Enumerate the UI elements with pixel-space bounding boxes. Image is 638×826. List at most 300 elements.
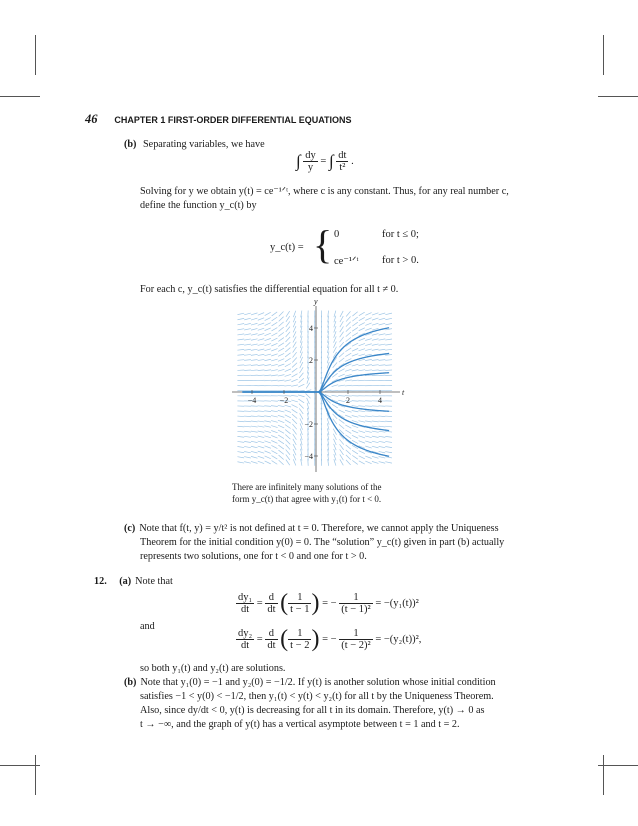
slope-segment	[264, 436, 271, 438]
slope-segment	[264, 338, 270, 340]
slope-segment	[251, 411, 258, 412]
slope-segment	[278, 430, 284, 433]
slope-segment	[265, 456, 271, 459]
slope-segment	[365, 365, 372, 366]
y2-op-den: dt	[267, 640, 276, 651]
y1-rhs-den: (t − 1)²	[341, 604, 371, 615]
slope-segment	[265, 312, 271, 315]
slope-segment	[379, 462, 386, 464]
slope-segment	[244, 329, 251, 330]
slope-segment	[292, 352, 296, 357]
slope-segment	[359, 317, 365, 320]
case1-value: 0	[334, 229, 340, 240]
slope-segment	[379, 416, 386, 417]
slope-segment	[258, 451, 264, 453]
slope-segment	[358, 380, 365, 381]
slope-segment	[285, 405, 292, 407]
slope-segment	[264, 411, 271, 412]
slope-segment	[359, 456, 365, 459]
y1-inner	[288, 592, 311, 615]
slope-segment	[379, 436, 386, 437]
slope-segment	[251, 446, 258, 448]
slope-segment	[385, 452, 392, 453]
slope-segment	[339, 424, 344, 428]
crop-mark	[603, 755, 604, 795]
page-number: 46	[85, 112, 98, 126]
slope-segment	[286, 445, 291, 450]
slope-segment	[298, 384, 304, 387]
slope-segment	[244, 446, 251, 447]
slope-field	[237, 311, 392, 466]
slope-segment	[385, 436, 392, 437]
slope-segment	[264, 349, 271, 351]
slope-segment	[265, 461, 271, 464]
slope-segment	[293, 434, 297, 440]
slope-segment	[272, 461, 278, 465]
slope-segment	[291, 385, 298, 386]
y-tick-label: −4	[304, 452, 313, 461]
slope-segment	[279, 317, 284, 322]
slope-segment	[237, 462, 244, 463]
slope-segment	[345, 410, 352, 412]
slope-segment	[237, 318, 244, 319]
slope-segment	[271, 349, 277, 351]
slope-segment	[264, 370, 271, 371]
slope-segment	[237, 421, 244, 422]
p12-part-b-line-4: t → −∞, and the graph of y(t) has a vertical asymptote between t = 1 and t = 2.	[140, 719, 460, 730]
slope-segment	[346, 460, 351, 465]
slope-segment	[244, 323, 251, 325]
slope-segment	[264, 441, 270, 443]
slope-segment	[285, 420, 291, 423]
case1-condition: for t ≤ 0;	[382, 229, 419, 240]
y1-in-den: t − 1	[290, 604, 310, 615]
slope-segment	[385, 323, 392, 324]
y2-rhs	[339, 628, 372, 651]
slope-segment	[352, 380, 359, 381]
slope-segment	[379, 426, 386, 427]
slope-segment	[292, 409, 298, 413]
slope-segment	[251, 431, 258, 432]
slope-segment	[271, 380, 278, 381]
separation-equation: ∫ $\frac{dy}{y}$ = ∫ $\frac{dt}{\text{t²}}$ .	[296, 150, 354, 173]
slope-segment	[352, 333, 358, 337]
slope-segment	[346, 327, 351, 332]
slope-segment	[251, 451, 258, 453]
slope-segment	[385, 462, 392, 463]
slope-segment	[271, 375, 278, 376]
slope-segment	[338, 385, 345, 386]
slope-segment	[271, 359, 278, 361]
slope-segment	[372, 436, 379, 437]
slope-segment	[237, 344, 244, 345]
slope-segment	[345, 380, 352, 381]
problem-number: 12.	[94, 576, 107, 587]
y1-rhs	[339, 592, 372, 615]
slope-segment	[346, 322, 351, 327]
slope-segment	[298, 395, 305, 397]
slope-segment	[339, 353, 344, 358]
slope-segment	[339, 419, 345, 423]
slope-segment	[264, 406, 271, 407]
slope-segment	[359, 461, 365, 464]
slope-segment	[352, 435, 358, 438]
slope-segment	[339, 410, 345, 413]
slope-segment	[258, 365, 265, 366]
slope-segment	[244, 436, 251, 437]
slope-segment	[291, 379, 297, 382]
caption-line-2: form y_c(t) that agree with y₁(t) for t < 0.	[232, 494, 382, 504]
slope-segment	[340, 311, 343, 317]
slope-segment	[352, 364, 359, 366]
slope-segment	[372, 360, 379, 361]
slope-segment	[299, 408, 303, 414]
slope-segment	[372, 344, 379, 345]
solving-line-2: define the function y_c(t) by	[140, 200, 257, 211]
slope-segment	[237, 457, 244, 458]
part-a-label: (a)	[119, 576, 132, 587]
slope-segment	[379, 370, 386, 371]
rhs-den: t²	[339, 162, 346, 173]
slope-segment	[278, 338, 284, 342]
slope-segment	[293, 439, 296, 445]
slope-segment	[237, 355, 244, 356]
y2-tail: = −(y₂(t))²,	[375, 634, 422, 645]
slope-segment	[379, 344, 386, 345]
eq-end: .	[351, 156, 354, 167]
slope-segment	[298, 399, 304, 403]
slope-segment	[345, 385, 352, 386]
slope-segment	[345, 369, 351, 371]
slope-segment	[258, 323, 264, 325]
slope-segment	[258, 426, 265, 427]
slope-segment	[385, 360, 392, 361]
x-tick-label: −4	[247, 396, 257, 405]
slope-segment	[265, 318, 271, 321]
slope-segment	[258, 446, 265, 448]
slope-segment	[379, 334, 386, 335]
slope-segment	[286, 460, 290, 466]
slope-segment	[338, 396, 345, 397]
slope-segment	[372, 421, 379, 422]
slope-segment	[293, 429, 297, 435]
slope-segment	[237, 329, 244, 330]
slope-segment	[385, 313, 392, 315]
y2-op-num: d	[265, 628, 277, 640]
slope-segment	[372, 431, 379, 432]
p12-part-b-text-1: Note that y₁(0) = −1 and y₂(0) = −1/2. If y(t) is another solution whose initial condition	[140, 677, 496, 688]
slope-segment	[244, 426, 251, 427]
slope-segment	[285, 358, 291, 362]
slope-segment	[372, 370, 379, 371]
p12-part-b-line-3: Also, since dy/dt < 0, y(t) is decreasing for all t in its domain. Therefore, y(t) → 0 as	[140, 705, 485, 716]
slope-segment	[365, 318, 371, 321]
slope-segment	[258, 375, 265, 376]
crop-mark	[0, 96, 40, 97]
y2-operator	[265, 628, 277, 651]
slope-segment	[264, 446, 270, 448]
slope-segment	[258, 370, 265, 371]
part-b-label: (b)	[124, 139, 137, 150]
slope-segment	[340, 326, 344, 332]
slope-segment	[293, 347, 297, 353]
slope-segment	[264, 354, 271, 356]
slope-segment	[346, 337, 351, 341]
slope-segment	[385, 349, 392, 350]
slope-segment	[292, 405, 298, 408]
slope-segment	[285, 353, 290, 357]
y2-rhs-den: (t − 2)²	[341, 640, 371, 651]
slope-segment	[346, 311, 350, 316]
y1-rhs-num: 1	[339, 592, 372, 604]
slope-segment	[379, 365, 386, 366]
slope-segment	[345, 353, 351, 356]
y1-lhs-den: dt	[241, 604, 250, 615]
slope-segment	[258, 318, 264, 320]
rhs-num: dt	[338, 150, 347, 161]
slope-segment	[352, 406, 359, 407]
slope-segment	[244, 462, 251, 464]
slope-segment	[372, 349, 379, 350]
slope-segment	[338, 400, 345, 401]
slope-segment	[372, 318, 378, 320]
slope-segment	[385, 365, 392, 366]
slope-segment	[244, 349, 251, 350]
slope-segment	[264, 416, 271, 417]
slope-segment	[258, 431, 265, 432]
slope-segment	[286, 332, 290, 337]
y2-rhs-num: 1	[339, 628, 372, 640]
part-c-label: (c)	[124, 523, 136, 534]
slope-segment	[359, 349, 365, 351]
slope-segment	[265, 451, 271, 454]
slope-segment	[258, 339, 265, 341]
slope-segment	[365, 441, 372, 443]
slope-segment	[372, 323, 378, 325]
slope-segment	[352, 401, 359, 402]
slope-segment	[340, 321, 344, 327]
slope-segment	[237, 334, 244, 335]
slope-segment	[340, 332, 344, 338]
running-header	[85, 112, 352, 127]
slope-segment	[352, 450, 358, 454]
slope-segment	[365, 461, 371, 464]
slope-segment	[365, 344, 372, 346]
slope-segment	[299, 373, 303, 378]
slope-segment	[285, 415, 291, 418]
slope-segment	[385, 421, 392, 422]
slope-segment	[278, 369, 285, 371]
slope-segment	[278, 385, 285, 386]
slope-segment	[379, 313, 386, 315]
slope-segment	[365, 456, 371, 458]
slope-segment	[251, 426, 258, 427]
slope-segment	[251, 441, 258, 442]
slope-segment	[345, 430, 351, 434]
slope-segment	[285, 342, 290, 347]
slope-segment	[346, 435, 352, 439]
slope-segment	[358, 411, 365, 412]
problem-12-intro	[94, 575, 173, 589]
slope-segment	[271, 364, 278, 366]
crop-mark	[598, 96, 638, 97]
slope-segment	[271, 406, 278, 407]
slope-segment	[278, 410, 285, 412]
slope-segment	[340, 337, 344, 342]
slope-segment	[271, 338, 277, 341]
slope-segment	[278, 332, 283, 336]
lhs-num: dy	[305, 150, 316, 161]
slope-segment	[372, 365, 379, 366]
slope-segment	[358, 370, 365, 371]
slope-segment	[365, 416, 372, 417]
slope-segment	[338, 374, 344, 377]
slope-segment	[251, 334, 258, 336]
slope-segment	[244, 451, 251, 452]
slope-segment	[251, 416, 258, 417]
slope-segment	[340, 449, 344, 455]
slope-segment	[372, 441, 379, 443]
slope-segment	[379, 360, 386, 361]
slope-segment	[359, 338, 365, 341]
slope-segment	[365, 349, 372, 351]
slope-segment	[251, 360, 258, 361]
slope-segment	[237, 436, 244, 437]
slope-segment	[365, 411, 372, 412]
equation-y1: $\frac{\text{dy₁}}{dt}$ = $\frac{d}{dt}$ ( $\frac{1}{t - 1}$ ) = − $\frac{1}{\text{(t − 1)²}}$ = −(y₁(t))²	[238, 590, 419, 616]
slope-segment	[345, 425, 351, 428]
slope-segment	[365, 323, 371, 325]
slope-segment	[279, 460, 284, 465]
slope-segment	[251, 370, 258, 371]
y2-in-den: t − 2	[290, 640, 310, 651]
crop-mark	[598, 765, 638, 766]
slope-segment	[352, 415, 359, 417]
slope-segment	[244, 339, 251, 340]
slope-segment	[272, 322, 278, 326]
slope-segment	[237, 339, 244, 340]
slope-segment	[265, 333, 271, 335]
rhs-fraction	[336, 150, 348, 173]
slope-segment	[251, 328, 258, 330]
for-each-line: For each c, y_c(t) satisfies the differential equation for all t ≠ 0.	[140, 284, 399, 295]
slope-segment	[264, 359, 271, 360]
dy1-dt	[236, 592, 254, 615]
slope-segment	[359, 323, 365, 326]
slope-segment	[258, 456, 264, 458]
slope-segment	[264, 421, 271, 422]
y2-lhs-den: dt	[241, 640, 250, 651]
slope-segment	[237, 452, 244, 453]
slope-segment	[258, 421, 265, 422]
slope-segment	[291, 395, 298, 396]
slope-segment	[286, 316, 290, 322]
p12-part-b-label: (b)	[124, 677, 137, 688]
y-tick-label: 2	[309, 356, 313, 365]
slope-segment	[258, 313, 264, 316]
slope-segment	[285, 374, 291, 376]
slope-segment	[352, 343, 358, 346]
slope-segment	[286, 455, 290, 460]
slope-segment	[385, 426, 392, 427]
slope-segment	[385, 339, 392, 340]
slope-segment	[332, 385, 339, 387]
slope-segment	[345, 415, 351, 417]
slope-segment	[379, 318, 386, 320]
slope-segment	[385, 441, 392, 442]
slope-segment	[244, 354, 251, 355]
left-brace: {	[313, 222, 333, 267]
slope-segment	[251, 344, 258, 345]
slope-segment	[279, 455, 284, 459]
slope-segment	[251, 313, 257, 315]
slope-segment	[345, 359, 351, 362]
slope-segment	[271, 445, 277, 448]
slope-segment	[258, 333, 265, 335]
slope-segment	[244, 416, 251, 417]
slope-segment	[359, 441, 365, 443]
slope-segment	[271, 333, 277, 336]
slope-segment	[251, 339, 258, 340]
slope-segment	[352, 322, 358, 326]
slope-segment	[258, 461, 264, 463]
slope-segment	[346, 445, 351, 449]
crop-mark	[603, 35, 604, 75]
slope-segment	[372, 461, 378, 463]
slope-segment	[379, 323, 386, 325]
slope-segment	[339, 439, 343, 444]
x-tick-label: −2	[279, 396, 289, 405]
slope-segment	[286, 327, 290, 332]
slope-segment	[271, 440, 277, 443]
crop-mark	[35, 35, 36, 75]
conclusion-line: so both y₁(t) and y₂(t) are solutions.	[140, 663, 286, 674]
slope-segment	[365, 339, 372, 341]
p12-part-b-line-2: satisfies −1 < y(0) < −1/2, then y₁(t) < y(t) < y₂(t) for all t by the Uniqueness Theorem.	[140, 691, 494, 702]
slope-segment	[258, 349, 265, 350]
slope-segment	[385, 318, 392, 319]
figure-caption	[232, 481, 381, 505]
equals-sign: =	[320, 156, 327, 167]
slope-segment	[244, 441, 251, 442]
slope-segment	[365, 431, 372, 433]
slope-segment	[244, 318, 251, 320]
slope-segment	[237, 360, 244, 361]
slope-segment	[278, 353, 284, 356]
slope-segment	[379, 431, 386, 432]
x-axis-label: t	[402, 388, 405, 397]
slope-segment	[292, 414, 297, 418]
y1-in-num: 1	[288, 592, 311, 604]
slope-segment	[258, 359, 265, 360]
slope-segment	[359, 451, 365, 454]
slope-segment	[352, 369, 359, 371]
slope-segment	[340, 459, 343, 465]
slope-segment	[325, 390, 332, 391]
slope-segment	[385, 334, 392, 335]
slope-segment	[278, 359, 284, 362]
slope-segment	[379, 441, 386, 442]
x-tick-label: 4	[378, 396, 382, 405]
slope-segment	[285, 380, 292, 382]
slope-segment	[258, 441, 265, 443]
slope-segment	[237, 426, 244, 427]
slope-segment	[285, 369, 291, 372]
slope-segment	[292, 374, 298, 377]
and-word: and	[140, 621, 155, 632]
slope-segment	[271, 411, 278, 412]
slope-segment	[278, 405, 285, 406]
